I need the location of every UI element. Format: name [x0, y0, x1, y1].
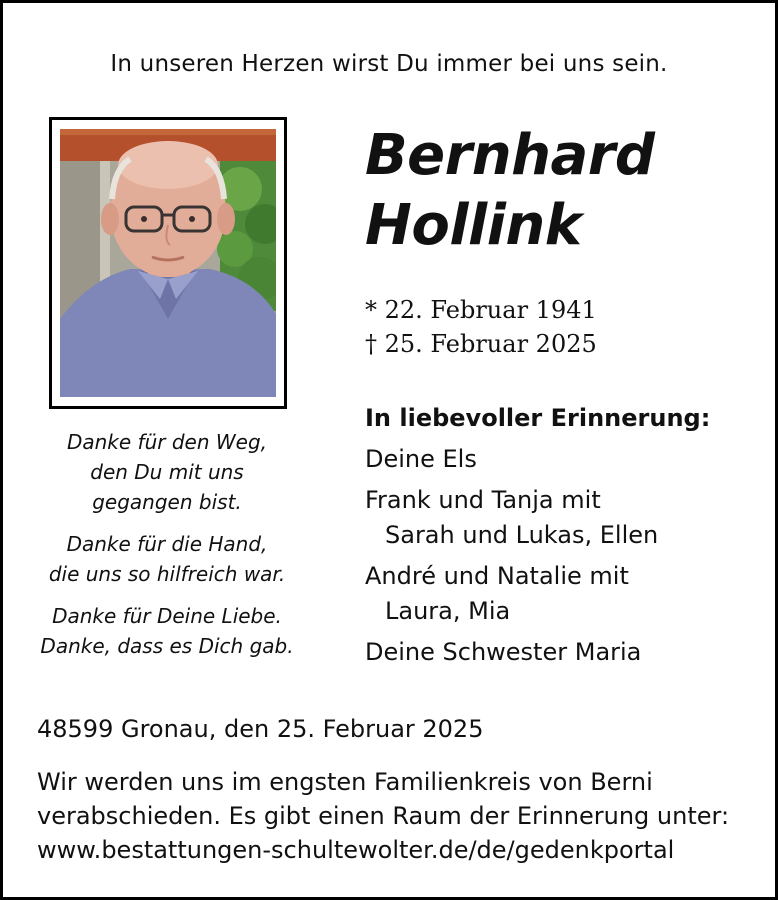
poem-stanza: [23, 427, 311, 517]
poem-line: die uns so hilfreich war.: [48, 562, 286, 586]
poem-line: Danke für den Weg,: [66, 430, 268, 454]
poem-line: Danke für die Hand,: [66, 532, 268, 556]
place-and-date: 48599 Gronau, den 25. Februar 2025: [37, 715, 484, 743]
portrait-frame: [49, 117, 287, 409]
poem-line: Danke für Deine Liebe.: [52, 604, 282, 628]
birth-date: * 22. Februar 1941: [365, 296, 597, 324]
mourner-entry: [365, 635, 710, 670]
poem: [23, 427, 311, 673]
memorial-portal-link[interactable]: www.bestattungen-schultewolter.de/de/gedenkportal: [37, 836, 675, 864]
mourner-line: Deine Schwester Maria: [365, 638, 642, 666]
closing-line: verabschieden. Es gibt einen Raum der Erinnerung unter:: [37, 802, 730, 830]
motto: In unseren Herzen wirst Du immer bei uns sein.: [110, 51, 668, 77]
closing-text: [37, 765, 757, 867]
mourners-list: [365, 401, 710, 670]
mourners-heading: In liebevoller Erinnerung:: [365, 404, 711, 432]
mourner-line: Sarah und Lukas, Ellen: [385, 521, 659, 549]
poem-line: Danke, dass es Dich gab.: [40, 634, 294, 658]
deceased-name: [365, 121, 655, 261]
poem-line: gegangen bist.: [92, 490, 242, 514]
mourner-entry: [365, 483, 710, 553]
mourner-line: Deine Els: [365, 445, 477, 473]
mourner-line: Laura, Mia: [385, 597, 511, 625]
mourner-entry: [365, 559, 710, 629]
portrait-photo: [60, 129, 276, 397]
poem-line: den Du mit uns: [90, 460, 244, 484]
last-name: Hollink: [365, 193, 582, 258]
poem-stanza: [23, 529, 311, 589]
death-date: † 25. Februar 2025: [365, 330, 597, 358]
first-name: Bernhard: [365, 123, 655, 188]
poem-stanza: [23, 601, 311, 661]
life-dates: [365, 293, 597, 361]
mourner-line: André und Natalie mit: [365, 562, 629, 590]
mourner-entry: [365, 442, 710, 477]
mourner-line: Frank und Tanja mit: [365, 486, 601, 514]
closing-line: Wir werden uns im engsten Familienkreis von Berni: [37, 768, 653, 796]
